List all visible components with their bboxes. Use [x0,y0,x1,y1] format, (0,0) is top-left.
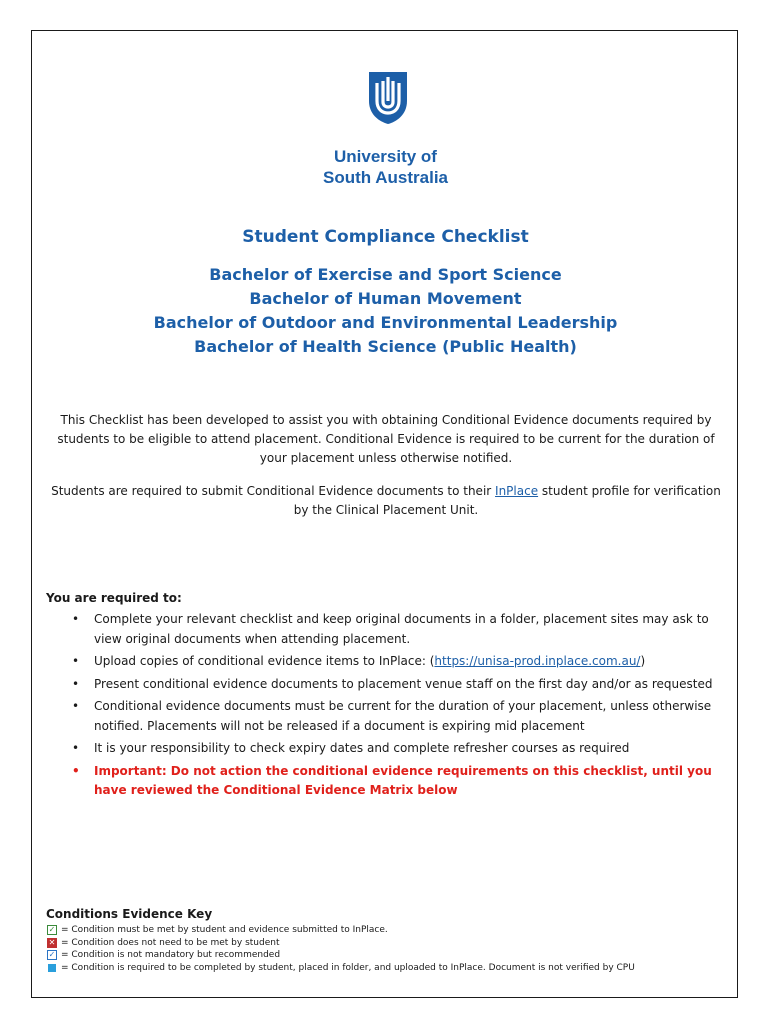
list-item-text: Complete your relevant checklist and keep original documents in a folder, placement sites may ask to view original documents when attending placement. [94,612,709,646]
unisa-logo-icon [368,71,408,125]
bullet-icon: • [72,741,80,755]
intro-paragraph: This Checklist has been developed to assist you with obtaining Conditional Evidence documents required by students to be eligible to attend placement. Conditional Evidence is required to be current for the duration of your placement unless otherwise notified. [57,413,715,465]
key-text: = Condition is not mandatory but recommended [61,950,281,960]
university-name-line2: South Australia [323,168,448,187]
key-row [47,949,737,962]
university-name [32,146,739,188]
degree-list [32,263,739,359]
degree-item: Bachelor of Human Movement [249,289,522,308]
list-item [46,739,736,759]
submission-text-before: Students are required to submit Conditional Evidence documents to their [51,484,496,498]
inplace-url-link[interactable]: https://unisa-prod.inplace.com.au/ [434,654,641,668]
inplace-link[interactable]: InPlace [495,484,539,498]
university-name-line1: University of [334,147,437,166]
document-page [31,30,738,998]
green-check-icon: ✓ [48,925,56,935]
list-item [46,652,736,672]
requirements-list [46,610,736,804]
important-list-item [46,762,736,801]
key-heading: Conditions Evidence Key [46,907,213,921]
key-text: = Condition must be met by student and evidence submitted to InPlace. [61,925,388,935]
submission-text-after: student profile for verification by the Clinical Placement Unit. [293,484,721,517]
list-item-text: Upload copies of conditional evidence items to InPlace: ( [94,654,435,668]
key-row [47,937,737,950]
list-item-text: Conditional evidence documents must be current for the duration of your placement, unless otherwise notified. Placements will not be released if a document is expiring mid placement [94,699,712,733]
list-item-text: Present conditional evidence documents to placement venue staff on the first day and/or as requested [94,676,713,691]
list-item [46,675,736,695]
key-row [47,962,737,975]
requirements-heading: You are required to: [46,591,182,605]
list-item-text: It is your responsibility to check expiry dates and complete refresher courses as required [94,741,630,755]
bullet-icon: • [72,763,80,778]
red-cross-icon: ✕ [48,937,56,947]
bullet-icon: • [72,676,80,691]
key-row [47,924,737,937]
blue-check-icon: ✓ [48,950,56,960]
bullet-icon: • [72,654,80,668]
list-item [46,610,736,649]
bullet-icon: • [72,612,80,626]
key-text: = Condition does not need to be met by student [61,937,280,948]
key-text: = Condition is required to be completed by student, placed in folder, and uploaded to InPlace. Document is not verified by CPU [61,962,635,973]
degree-item: Bachelor of Exercise and Sport Science [209,265,562,284]
list-item [46,697,736,736]
important-notice-text: Important: Do not action the conditional evidence requirements on this checklist, until you have reviewed the Conditional Evidence Matrix below [94,763,712,797]
list-item-text: ) [640,654,646,668]
degree-item: Bachelor of Outdoor and Environmental Leadership [153,313,618,332]
evidence-key-list [47,924,737,974]
submission-paragraph [46,482,726,520]
degree-item: Bachelor of Health Science (Public Health) [194,337,577,356]
blue-square-icon [48,964,56,972]
bullet-icon: • [72,699,80,713]
page-title: Student Compliance Checklist [242,227,529,247]
